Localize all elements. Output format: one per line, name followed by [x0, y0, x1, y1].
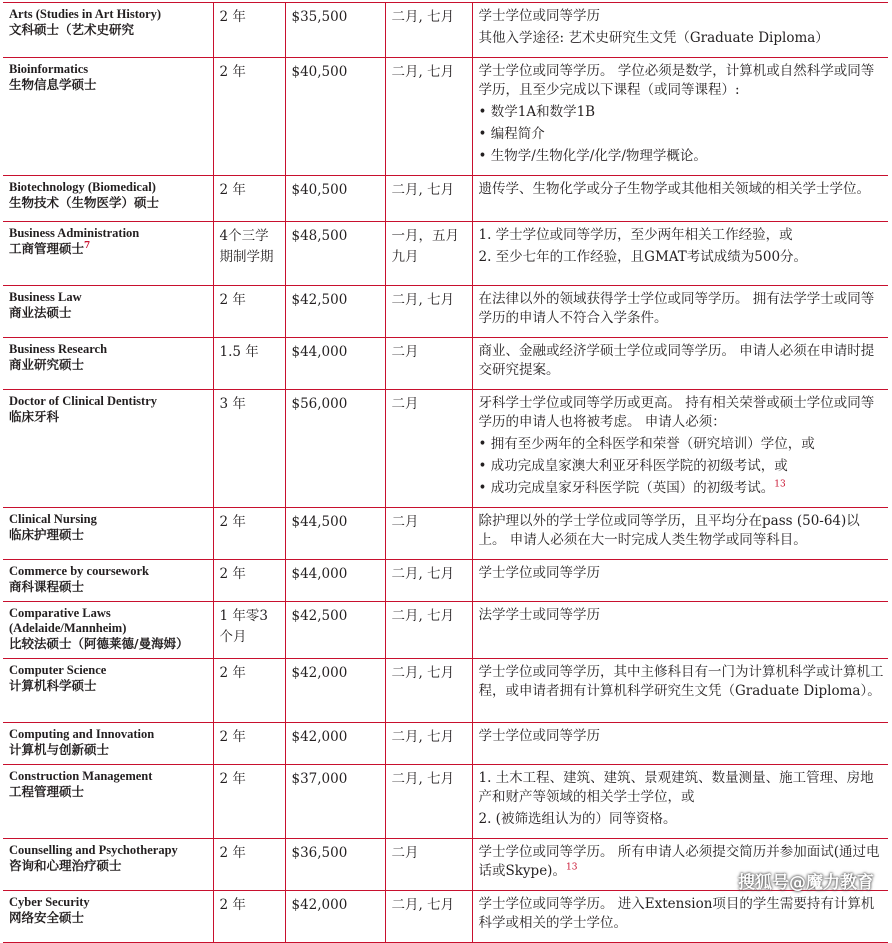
program-name-zh-text: 工商管理硕士: [9, 241, 85, 256]
program-name-zh-text: 生物信息学硕士: [9, 77, 97, 92]
intake-cell: 二月: [385, 390, 472, 508]
requirement-line: [479, 564, 885, 583]
program-name-zh: [9, 527, 209, 543]
requirement-line: [479, 342, 885, 380]
program-name-zh: [9, 409, 209, 425]
requirement-text: • 拥有至少两年的全科医学和荣誉（研究培训）学位，或: [478, 436, 815, 452]
requirement-text: 除护理以外的学士学位或同等学历，且平均分在pass (50-64)以上。 申请人必须在大一时完成人类生物学或同等科目。: [478, 513, 860, 548]
intake-cell: 二月, 七月: [385, 723, 472, 765]
program-name-cell: [3, 286, 213, 338]
fee-cell: $42,500: [285, 286, 385, 338]
requirement-text: 学士学位或同等学历，其中主修科目有一门为计算机科学或计算机工程，或申请者拥有计算机科学研究生文凭（Graduate Diploma）。: [478, 664, 884, 699]
requirement-text: 学士学位或同等学历: [478, 565, 600, 581]
program-name-cell: [3, 659, 213, 723]
requirement-line: [479, 62, 885, 100]
fee-cell: $44,000: [285, 560, 385, 602]
fee-cell: $35,500: [285, 3, 385, 58]
intake-cell: 二月: [385, 508, 472, 560]
program-name-zh-text: 咨询和心理治疗硕士: [9, 858, 122, 873]
intake-cell: 二月, 七月: [385, 58, 472, 176]
program-name-zh: [9, 195, 209, 211]
requirements-cell: [472, 286, 888, 338]
program-name-zh: [9, 784, 209, 800]
program-name-zh-text: 商业法硕士: [9, 305, 72, 320]
program-name-en: Business Administration: [9, 226, 140, 240]
program-name-en: Construction Management: [9, 769, 153, 783]
program-name-cell: [3, 839, 213, 891]
requirements-cell: [472, 508, 888, 560]
duration-cell: 4个三学期制学期: [213, 222, 285, 286]
duration-cell: 1.5 年: [213, 338, 285, 390]
duration-cell: 2 年: [213, 839, 285, 891]
requirement-line: [479, 290, 885, 328]
table-row: [3, 659, 888, 723]
duration-cell: 2 年: [213, 891, 285, 943]
program-name-cell: [3, 602, 213, 659]
program-name-en: Computer Science: [9, 663, 107, 677]
program-name-cell: [3, 765, 213, 839]
requirement-line: [479, 663, 885, 701]
duration-cell: 1 年零3个月: [213, 602, 285, 659]
program-name-en: Bioinformatics: [9, 62, 89, 76]
requirement-line: [479, 895, 885, 933]
program-name-zh-text: 商科课程硕士: [9, 579, 85, 594]
requirement-line: [479, 248, 885, 267]
intake-cell: 二月: [385, 839, 472, 891]
requirements-cell: [472, 3, 888, 58]
fee-cell: $40,500: [285, 58, 385, 176]
requirement-text: • 数学1A和数学1B: [478, 104, 596, 120]
intake-cell: 一月，五月九月: [385, 222, 472, 286]
program-name-zh-text: 临床护理硕士: [9, 527, 85, 542]
program-name-zh: [9, 241, 209, 257]
requirement-text: 学士学位或同等学历: [478, 728, 600, 744]
fee-cell: $42,000: [285, 723, 385, 765]
requirement-line: [479, 512, 885, 550]
fee-cell: $42,000: [285, 659, 385, 723]
requirement-line: [479, 103, 885, 122]
requirement-line: [479, 479, 885, 498]
requirement-line: [479, 810, 885, 829]
program-name-zh-text: 工程管理硕士: [9, 784, 85, 799]
program-name-zh: [9, 910, 209, 926]
requirement-text: 1. 土木工程、建筑、建筑、景观建筑、数量测量、施工管理、房地产和财产等领域的相关学士学位，或: [478, 770, 874, 805]
requirement-text: 2. 至少七年的工作经验，且GMAT考试成绩为500分。: [478, 249, 808, 265]
fee-cell: $42,500: [285, 602, 385, 659]
fee-cell: $37,000: [285, 765, 385, 839]
requirement-text: 学士学位或同等学历。 进入Extension项目的学生需要持有计算机科学或相关的学士学位。: [478, 896, 875, 931]
requirement-text: 学士学位或同等学历。 所有申请人必须提交简历并参加面试(通过电话或Skype)。: [478, 844, 880, 879]
requirement-line: [479, 125, 885, 144]
program-name-en: Biotechnology (Biomedical): [9, 180, 156, 194]
requirement-line: [479, 457, 885, 476]
program-name-zh-text: 网络安全硕士: [9, 910, 85, 925]
requirement-line: [479, 226, 885, 245]
duration-cell: 2 年: [213, 765, 285, 839]
program-name-en: Clinical Nursing: [9, 512, 97, 526]
table-row: [3, 338, 888, 390]
requirement-text: 其他入学途径: 艺术史研究生文凭（Graduate Diploma）: [478, 30, 829, 46]
watermark: 搜狐号@魔力教育: [738, 873, 874, 893]
requirements-cell: [472, 222, 888, 286]
intake-cell: 二月, 七月: [385, 765, 472, 839]
program-name-en: Arts (Studies in Art History): [9, 7, 162, 21]
table-row: [3, 560, 888, 602]
requirement-line: [479, 180, 885, 199]
program-name-zh: [9, 579, 209, 595]
requirements-cell: [472, 58, 888, 176]
requirement-line: [479, 435, 885, 454]
intake-cell: 二月: [385, 338, 472, 390]
requirement-line: [479, 606, 885, 625]
requirement-line: [479, 7, 885, 26]
program-name-cell: [3, 176, 213, 222]
fee-cell: $48,500: [285, 222, 385, 286]
requirement-text: • 编程简介: [478, 126, 545, 142]
requirement-text: 在法律以外的领域获得学士学位或同等学历。 拥有法学学士或同等学历的申请人不符合入学条件。: [478, 291, 875, 326]
table-row: [3, 508, 888, 560]
fee-cell: $36,500: [285, 839, 385, 891]
program-name-zh-text: 商业研究硕士: [9, 357, 85, 372]
intake-cell: 二月, 七月: [385, 891, 472, 943]
program-name-cell: [3, 338, 213, 390]
requirements-cell: [472, 560, 888, 602]
table-row: [3, 723, 888, 765]
intake-cell: 二月, 七月: [385, 560, 472, 602]
program-name-en: Doctor of Clinical Dentistry: [9, 394, 158, 408]
table-row: [3, 765, 888, 839]
requirement-text: 商业、金融或经济学硕士学位或同等学历。 申请人必须在申请时提交研究提案。: [478, 343, 875, 378]
program-name-cell: [3, 891, 213, 943]
program-name-cell: [3, 560, 213, 602]
fee-cell: $44,500: [285, 508, 385, 560]
program-name-zh-text: 生物技术（生物医学）硕士: [9, 195, 160, 210]
duration-cell: 2 年: [213, 723, 285, 765]
duration-cell: 2 年: [213, 508, 285, 560]
requirements-cell: [472, 723, 888, 765]
program-name-zh: [9, 77, 209, 93]
requirement-line: [479, 147, 885, 166]
program-name-en: Comparative Laws (Adelaide/Mannheim): [9, 606, 127, 635]
programs-table: [3, 2, 888, 943]
program-name-zh: [9, 858, 209, 874]
table-row: [3, 222, 888, 286]
requirement-text: 1. 学士学位或同等学历，至少两年相关工作经验，或: [478, 227, 793, 243]
table-row: [3, 891, 888, 943]
program-name-en: Business Law: [9, 290, 82, 304]
requirements-cell: [472, 659, 888, 723]
requirement-text: 法学学士或同等学历: [478, 607, 600, 623]
footnote-ref: 7: [84, 240, 91, 251]
requirement-text: 学士学位或同等学历: [478, 8, 600, 24]
requirements-cell: [472, 390, 888, 508]
requirements-cell: [472, 765, 888, 839]
requirement-text: • 成功完成皇家牙科医学院（英国）的初级考试。: [478, 480, 775, 496]
fee-cell: $44,000: [285, 338, 385, 390]
program-name-en: Counselling and Psychotherapy: [9, 843, 178, 857]
program-name-en: Computing and Innovation: [9, 727, 155, 741]
intake-cell: 二月, 七月: [385, 602, 472, 659]
duration-cell: 2 年: [213, 58, 285, 176]
footnote-ref: 13: [565, 862, 578, 873]
program-name-en: Cyber Security: [9, 895, 90, 909]
duration-cell: 2 年: [213, 176, 285, 222]
program-name-en: Commerce by coursework: [9, 564, 150, 578]
program-name-zh: [9, 305, 209, 321]
program-name-en: Business Research: [9, 342, 108, 356]
requirement-line: [479, 394, 885, 432]
duration-cell: 3 年: [213, 390, 285, 508]
duration-cell: 2 年: [213, 286, 285, 338]
requirements-cell: [472, 891, 888, 943]
program-name-zh: [9, 357, 209, 373]
program-name-zh-text: 计算机与创新硕士: [9, 742, 110, 757]
requirement-line: [479, 727, 885, 746]
table-row: [3, 58, 888, 176]
requirements-cell: [472, 338, 888, 390]
fee-cell: $42,000: [285, 891, 385, 943]
requirement-line: [479, 29, 885, 48]
program-name-zh: [9, 22, 209, 38]
program-name-cell: [3, 723, 213, 765]
program-name-zh: [9, 636, 209, 652]
program-name-cell: [3, 222, 213, 286]
table-row: [3, 3, 888, 58]
requirement-text: 学士学位或同等学历。 学位必须是数学，计算机或自然科学或同等学历，且至少完成以下课程（或同等课程）:: [478, 63, 875, 98]
requirements-cell: [472, 176, 888, 222]
program-name-cell: [3, 508, 213, 560]
requirement-text: • 成功完成皇家澳大利亚牙科医学院的初级考试，或: [478, 458, 788, 474]
program-name-zh-text: 比较法硕士（阿德莱德/曼海姆）: [9, 636, 189, 651]
intake-cell: 二月, 七月: [385, 286, 472, 338]
table-row: [3, 602, 888, 659]
program-name-cell: [3, 3, 213, 58]
intake-cell: 二月, 七月: [385, 659, 472, 723]
program-name-zh-text: 临床牙科: [9, 409, 60, 424]
requirement-text: 遗传学、生物化学或分子生物学或其他相关领域的相关学士学位。: [478, 181, 870, 197]
requirement-line: [479, 769, 885, 807]
duration-cell: 2 年: [213, 659, 285, 723]
program-name-zh-text: 计算机科学硕士: [9, 678, 97, 693]
requirement-text: 2. (被筛选组认为的）同等资格。: [478, 811, 677, 827]
duration-cell: 2 年: [213, 560, 285, 602]
table-row: [3, 390, 888, 508]
requirements-cell: [472, 602, 888, 659]
intake-cell: 二月, 七月: [385, 3, 472, 58]
requirement-text: • 生物学/生物化学/化学/物理学概论。: [478, 148, 707, 164]
program-name-zh: [9, 742, 209, 758]
fee-cell: $40,500: [285, 176, 385, 222]
intake-cell: 二月, 七月: [385, 176, 472, 222]
table-row: [3, 286, 888, 338]
footnote-ref: 13: [774, 479, 786, 490]
program-name-cell: [3, 390, 213, 508]
table-row: [3, 176, 888, 222]
fee-cell: $56,000: [285, 390, 385, 508]
program-name-zh-text: 文科硕士（艺术史研究: [9, 22, 135, 37]
requirement-text: 牙科学士学位或同等学历或更高。 持有相关荣誉或硕士学位或同等学历的申请人也将被考虑。 申请人必须：: [478, 395, 875, 430]
program-name-zh: [9, 678, 209, 694]
program-name-cell: [3, 58, 213, 176]
duration-cell: 2 年: [213, 3, 285, 58]
